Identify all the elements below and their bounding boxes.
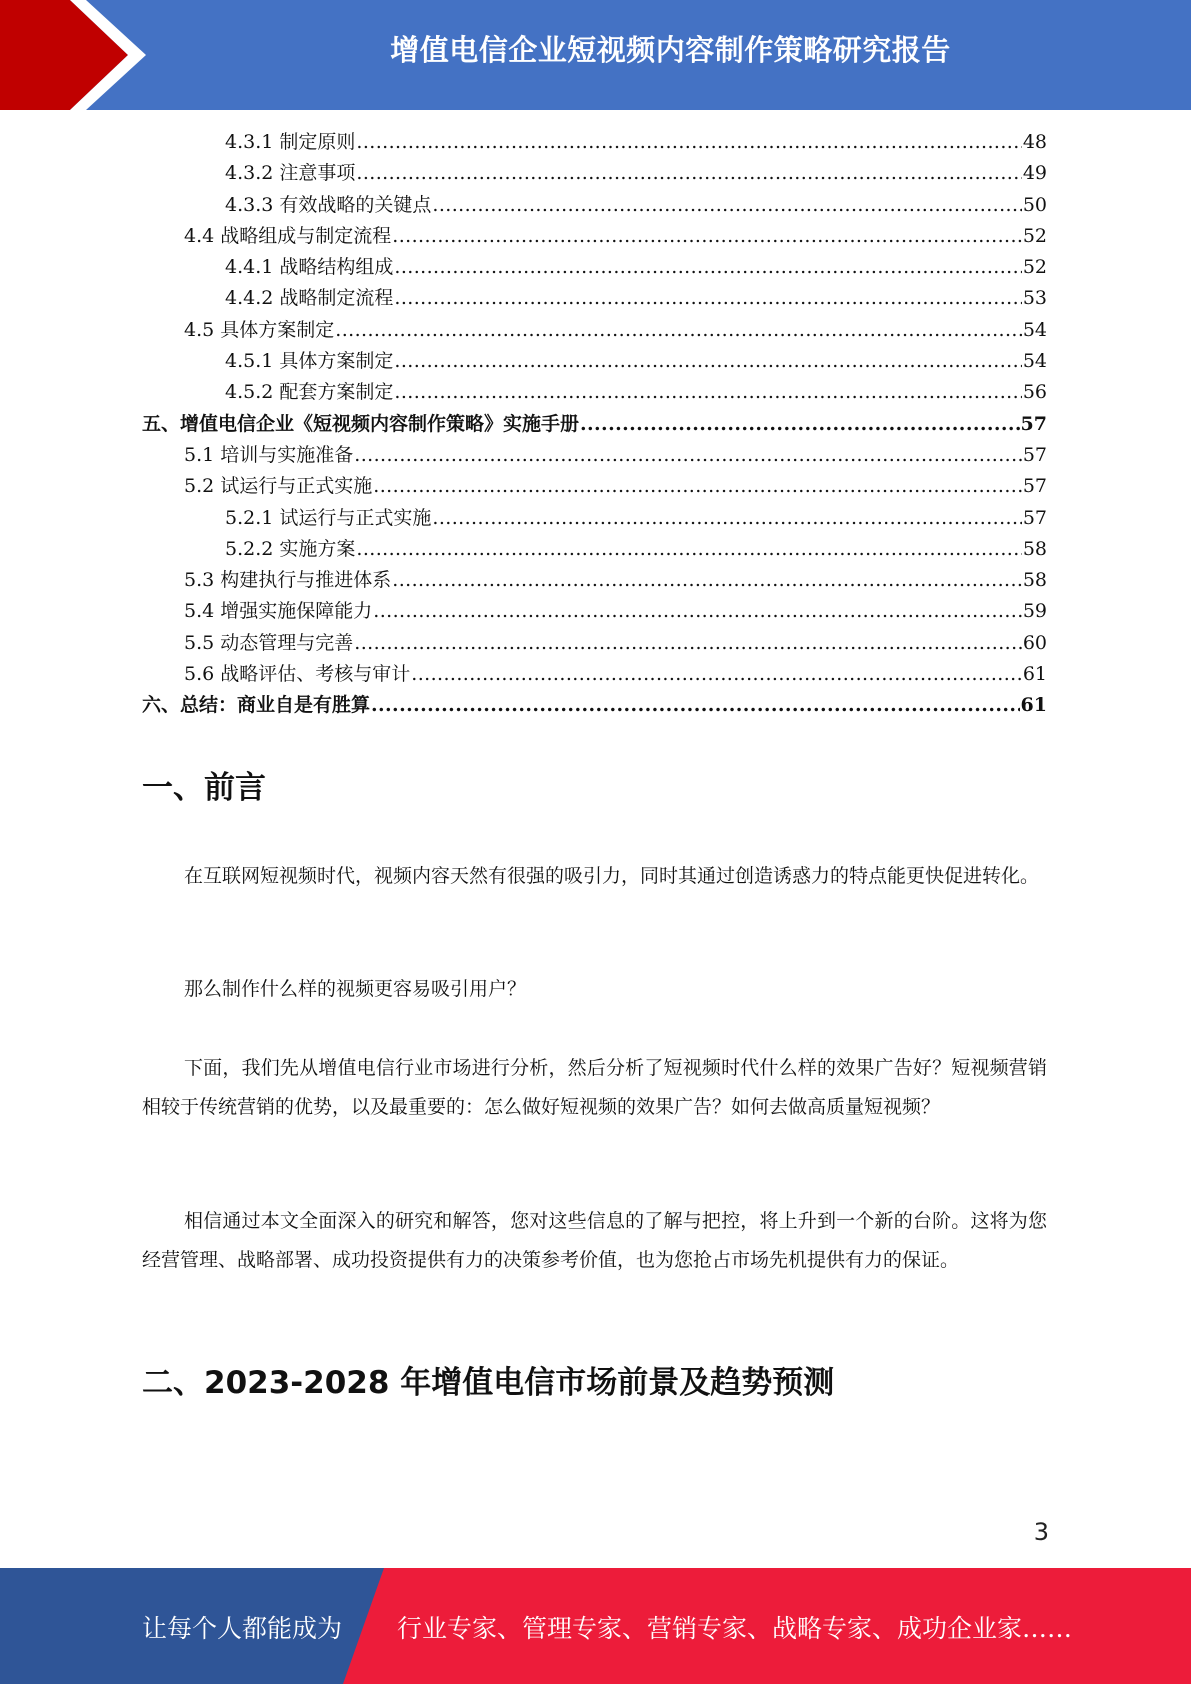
toc-entry-label: 5.5 动态管理与完善 <box>184 631 354 654</box>
toc-dot-leader <box>392 221 1022 252</box>
toc-dot-leader <box>373 596 1022 627</box>
footer-slogan-right: 行业专家、管理专家、营销专家、战略专家、成功企业家…… <box>397 1614 1073 1643</box>
body-paragraph: 那么制作什么样的视频更容易吸引用户？ <box>184 978 527 1000</box>
toc-entry-page: 58 <box>1022 569 1047 592</box>
toc-entry-label: 4.4.1 战略结构组成 <box>225 256 394 279</box>
header-arrow-decoration <box>0 0 160 110</box>
toc-dot-leader <box>580 409 1020 440</box>
toc-entry-label: 六、总结：商业自是有胜算 <box>142 694 371 717</box>
toc-chapter-entry[interactable] <box>142 690 1047 721</box>
toc-entry-page: 56 <box>1022 381 1047 404</box>
toc-entry[interactable] <box>142 221 1047 252</box>
body-paragraph: 在互联网短视频时代，视频内容天然有很强的吸引力，同时其通过创造诱惑力的特点能更快促进转化。 <box>184 865 1040 887</box>
toc-entry-label: 4.3.2 注意事项 <box>225 162 356 185</box>
toc-entry-page: 49 <box>1022 162 1047 185</box>
toc-entry-label: 5.2.1 试运行与正式实施 <box>225 506 432 529</box>
toc-dot-leader <box>394 252 1021 283</box>
toc-entry[interactable] <box>142 659 1047 690</box>
toc-entry[interactable] <box>142 158 1047 189</box>
report-title: 增值电信企业短视频内容制作策略研究报告 <box>390 33 951 67</box>
toc-entry[interactable] <box>142 596 1047 627</box>
toc-dot-leader <box>394 283 1021 314</box>
toc-entry-page: 61 <box>1020 694 1047 717</box>
toc-entry-label: 五、增值电信企业《短视频内容制作策略》实施手册 <box>142 412 580 435</box>
footer-slogan-left: 让每个人都能成为 <box>142 1614 343 1643</box>
toc-entry-page: 52 <box>1022 224 1047 247</box>
toc-entry-label: 4.3.1 制定原则 <box>225 131 356 153</box>
toc-entry-label: 5.2.2 实施方案 <box>225 537 356 560</box>
toc-entry[interactable] <box>142 534 1047 565</box>
toc-entry-page: 59 <box>1022 600 1047 623</box>
toc-entry-page: 58 <box>1022 537 1047 560</box>
toc-dot-leader <box>411 659 1022 690</box>
toc-entry-label: 4.3.3 有效战略的关键点 <box>225 193 432 216</box>
toc-entry[interactable] <box>142 190 1047 221</box>
toc-entry[interactable] <box>142 315 1047 346</box>
toc-dot-leader <box>371 690 1020 721</box>
toc-entry-label: 4.5 具体方案制定 <box>184 318 335 341</box>
toc-entry-label: 4.5.2 配套方案制定 <box>225 381 394 404</box>
toc-entry-page: 53 <box>1022 287 1047 310</box>
toc-dot-leader <box>356 127 1021 158</box>
page-number: 3 <box>1033 1518 1049 1546</box>
toc-dot-leader <box>373 471 1022 502</box>
toc-entry[interactable] <box>142 565 1047 596</box>
toc-entry-page: 57 <box>1020 412 1047 435</box>
toc-entry-label: 4.4.2 战略制定流程 <box>225 287 394 310</box>
toc-entry-page: 48 <box>1022 131 1047 153</box>
toc-entry[interactable] <box>142 377 1047 408</box>
toc-entry[interactable] <box>142 127 1047 158</box>
toc-dot-leader <box>354 628 1022 659</box>
body-paragraph: 相信通过本文全面深入的研究和解答，您对这些信息的了解与把控，将上升到一个新的台阶。这将为您经营管理、战略部署、成功投资提供有力的决策参考价值，也为您抢占市场先机提供有力的保证。 <box>142 1210 1047 1271</box>
toc-entry-label: 5.6 战略评估、考核与审计 <box>184 663 411 686</box>
toc-chapter-entry[interactable] <box>142 409 1047 440</box>
toc-entry[interactable] <box>142 346 1047 377</box>
toc-entry[interactable] <box>142 440 1047 471</box>
toc-entry[interactable] <box>142 503 1047 534</box>
toc-entry-page: 57 <box>1022 443 1047 466</box>
toc-dot-leader <box>354 440 1022 471</box>
body-paragraph: 下面，我们先从增值电信行业市场进行分析，然后分析了短视频时代什么样的效果广告好？短视频营销相较于传统营销的优势，以及最重要的：怎么做好短视频的效果广告？如何去做高质量短视频？ <box>142 1057 1047 1118</box>
toc-entry[interactable] <box>142 471 1047 502</box>
toc-entry-page: 50 <box>1022 193 1047 216</box>
toc-entry-page: 54 <box>1022 350 1047 373</box>
toc-dot-leader <box>335 315 1022 346</box>
toc-entry-label: 4.4 战略组成与制定流程 <box>184 224 392 247</box>
toc-dot-leader <box>432 503 1021 534</box>
toc-dot-leader <box>432 190 1021 221</box>
toc-entry-label: 5.3 构建执行与推进体系 <box>184 569 392 592</box>
toc-entry-page: 57 <box>1022 475 1047 498</box>
page-header <box>0 0 1191 110</box>
toc-dot-leader <box>392 565 1022 596</box>
section-heading-forecast: 二、2023-2028 年增值电信市场前景及趋势预测 <box>142 1365 835 1401</box>
toc-dot-leader <box>394 377 1021 408</box>
toc-entry-label: 5.4 增强实施保障能力 <box>184 600 373 623</box>
table-of-contents <box>142 127 1047 722</box>
toc-entry-label: 4.5.1 具体方案制定 <box>225 350 394 373</box>
toc-entry-page: 61 <box>1022 663 1047 686</box>
toc-dot-leader <box>394 346 1021 377</box>
toc-entry-page: 54 <box>1022 318 1047 341</box>
page-footer <box>0 1568 1191 1684</box>
section-heading-preface: 一、前言 <box>142 770 266 806</box>
toc-entry-page: 57 <box>1022 506 1047 529</box>
toc-entry-page: 52 <box>1022 256 1047 279</box>
toc-entry-page: 60 <box>1022 631 1047 654</box>
toc-entry-label: 5.1 培训与实施准备 <box>184 443 354 466</box>
toc-dot-leader <box>356 534 1021 565</box>
toc-entry[interactable] <box>142 283 1047 314</box>
toc-dot-leader <box>356 158 1021 189</box>
toc-entry[interactable] <box>142 252 1047 283</box>
toc-entry-label: 5.2 试运行与正式实施 <box>184 475 373 498</box>
toc-entry[interactable] <box>142 628 1047 659</box>
